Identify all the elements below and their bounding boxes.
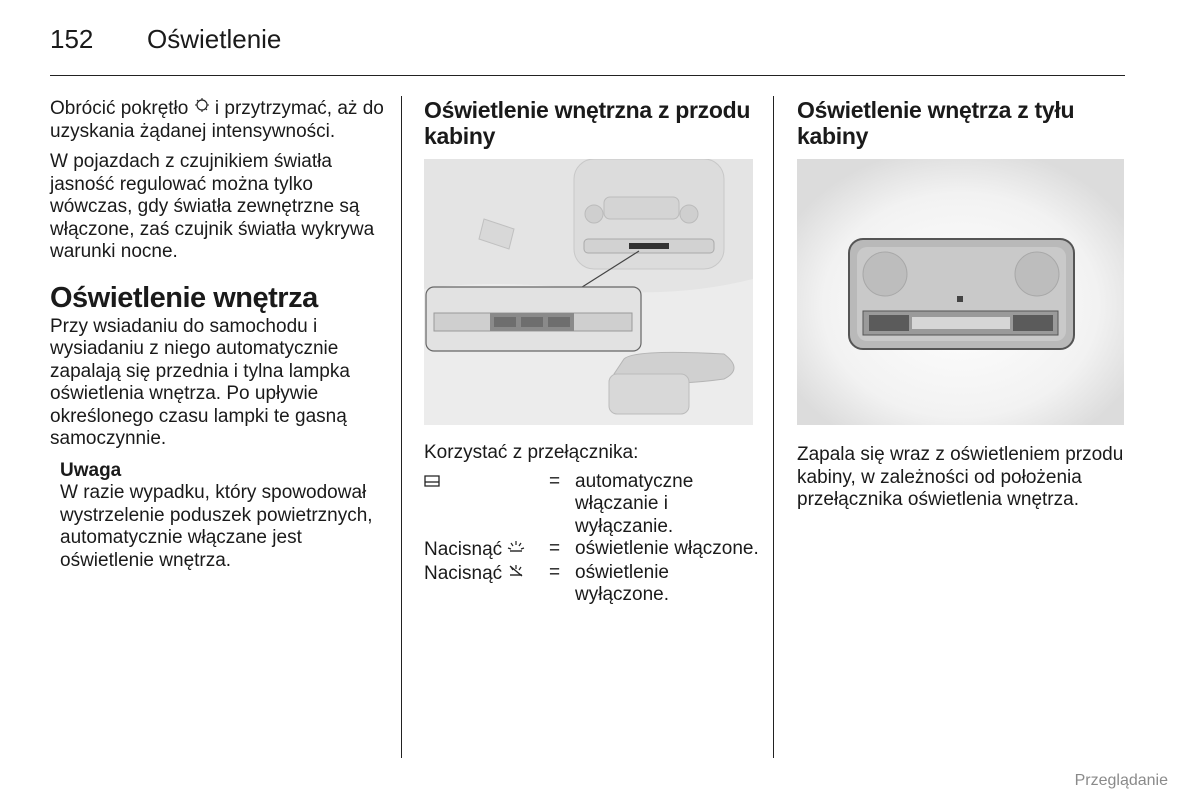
section-heading-rear: Oświetlenie wnętrza z tyłu kabiny [797, 97, 1075, 149]
page-title: Oświetlenie [147, 24, 282, 54]
paragraph-sensor: W pojazdach z czujnikiem światła jasność regulować można tylko wówczas, gdy światła zewnętrzne są włączone, zaś czujnik światła wykrywa warunki nocne. [50, 151, 375, 262]
column-right [797, 97, 1127, 149]
section-heading-front: Oświetlenie wnętrzna z przodu kabiny [424, 97, 751, 149]
light-on-icon [507, 538, 525, 561]
note-box [60, 460, 385, 573]
rear-interior-light-illustration [797, 159, 1124, 425]
legend-prefix: Nacisnąć [424, 539, 503, 560]
legend-eq: = [549, 538, 561, 559]
light-off-icon [507, 562, 525, 585]
note-text: W razie wypadku, który spowodował wystrzelenie poduszek powietrznych, automatycznie włączane jest oświetlenie wnętrza. [60, 482, 373, 571]
legend-eq: = [549, 561, 561, 583]
front-interior-light-illustration [424, 159, 753, 425]
header-divider [50, 75, 1125, 76]
paragraph-dial [50, 97, 385, 143]
legend-prefix: Nacisnąć [424, 562, 503, 584]
legend-desc: oświetlenie wyłączone. [575, 561, 669, 605]
paragraph-rear: Zapala się wraz z oświetleniem przodu kabiny, w zależności od położenia przełącznika oświetlenia wnętrza. [797, 444, 1124, 510]
column-left [50, 97, 385, 572]
paragraph-entry: Przy wsiadaniu do samochodu i wysiadaniu z niego automatycznie zapalają się przednia i tylna lampka oświetlenia wnętrza. Po upływie określonego czasu lampki te gasną samoczynnie. [50, 315, 350, 449]
legend-row-auto [424, 471, 759, 539]
legend-desc: automatyczne włączanie i wyłączanie. [575, 470, 694, 537]
switch-legend [424, 471, 759, 607]
legend-eq: = [549, 470, 561, 492]
switch-usage [424, 442, 759, 607]
footer-label[interactable]: Przeglądanie [1074, 772, 1168, 789]
switch-intro: Korzystać z przełącznika: [424, 442, 639, 463]
column-divider-1 [401, 96, 402, 758]
page-number: 152 [50, 24, 94, 54]
column-middle [424, 97, 759, 149]
paragraph-dial-text-b: i przytrzymać, aż do uzyskania żądanej intensywności. [50, 98, 384, 142]
door-icon [424, 471, 440, 494]
note-title: Uwaga [60, 459, 122, 481]
legend-row-off [424, 562, 759, 607]
legend-row-on [424, 538, 759, 562]
dial-icon [194, 97, 210, 120]
section-heading-interior: Oświetlenie wnętrza [50, 281, 318, 314]
paragraph-dial-text-a: Obrócić pokrętło [50, 98, 189, 119]
legend-desc: oświetlenie włączone. [575, 538, 759, 559]
column-divider-2 [773, 96, 774, 758]
rear-description [797, 444, 1127, 512]
